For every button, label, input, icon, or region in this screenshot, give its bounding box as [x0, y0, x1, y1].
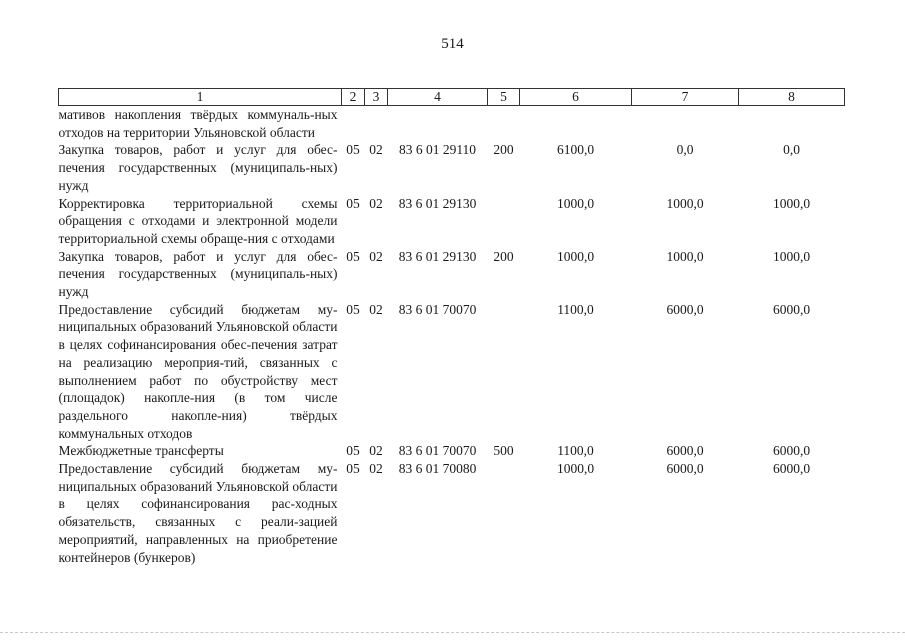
expense-type-cell: 200 — [493, 248, 514, 264]
item-name-cell: Межбюджетные трансферты — [58, 443, 224, 459]
subsection-code-cell: 02 — [369, 301, 383, 317]
amount-col7-cell: 6000,0 — [666, 301, 704, 317]
table-row — [59, 141, 845, 194]
table-row — [59, 442, 845, 460]
scan-edge-line — [0, 632, 905, 634]
header-row — [59, 89, 845, 106]
amount-col8-cell: 1000,0 — [772, 248, 811, 264]
expense-type-cell — [488, 460, 520, 566]
target-article-cell: 83 6 01 29130 — [398, 248, 477, 264]
amount-col7-cell: 1000,0 — [666, 248, 704, 264]
target-article-cell: 83 6 01 70070 — [398, 301, 477, 317]
item-name-cell: Закупка товаров, работ и услуг для обес-печения государственных (муниципаль-ных) нужд — [58, 142, 338, 193]
section-code-cell: 05 — [346, 443, 360, 459]
amount-col8-cell: 6000,0 — [772, 443, 811, 459]
subsection-code-cell: 02 — [369, 142, 383, 158]
table-row — [59, 195, 845, 248]
expense-type-cell — [488, 106, 520, 142]
amount-col7-cell — [632, 106, 739, 142]
amount-col6-cell: 6100,0 — [556, 142, 595, 158]
item-name-cell: Закупка товаров, работ и услуг для обес-печения государственных (муниципаль-ных) нужд — [58, 248, 338, 300]
column-header: 7 — [632, 89, 739, 106]
table-row — [59, 106, 845, 142]
table-row — [59, 301, 845, 443]
subsection-code-cell — [365, 106, 388, 142]
section-code-cell: 05 — [346, 142, 360, 158]
amount-col8-cell: 6000,0 — [772, 301, 811, 317]
subsection-code-cell: 02 — [369, 248, 383, 264]
target-article-cell: 83 6 01 29130 — [398, 195, 477, 211]
target-article-cell — [388, 106, 488, 142]
amount-col7-cell: 1000,0 — [666, 195, 704, 211]
amount-col8-cell — [739, 106, 845, 142]
budget-table — [58, 88, 845, 566]
table-body — [59, 106, 845, 567]
amount-col6-cell: 1100,0 — [557, 301, 594, 317]
amount-col6-cell: 1000,0 — [556, 195, 595, 211]
amount-col8-cell: 1000,0 — [772, 195, 811, 211]
section-code-cell: 05 — [346, 461, 360, 477]
amount-col6-cell: 1000,0 — [556, 248, 595, 264]
column-header: 3 — [365, 89, 388, 106]
item-name-cell: Предоставление субсидий бюджетам му-ниципальных образований Ульяновской области в целях софинансирования обес-печения затрат на реализацию мероприя-тий, связанных с выполнением работ по обустройству мест (площадок) накопле-ния (в том числе раздельного накопле-ния) твёрдых коммунальных отходов — [58, 301, 338, 441]
table-row — [59, 248, 845, 301]
expense-type-cell: 200 — [493, 142, 514, 158]
item-name-cell: мативов накопления твёрдых коммуналь-ных отходов на территории Ульяновской области — [58, 107, 338, 140]
expense-type-cell — [488, 195, 520, 248]
table-row — [59, 460, 845, 566]
target-article-cell: 83 6 01 70080 — [398, 461, 477, 477]
column-header: 4 — [388, 89, 488, 106]
column-header: 5 — [488, 89, 520, 106]
subsection-code-cell: 02 — [369, 443, 383, 459]
amount-col8-cell: 0,0 — [783, 142, 800, 158]
amount-col7-cell: 0,0 — [676, 142, 694, 158]
subsection-code-cell: 02 — [369, 461, 383, 477]
amount-col7-cell: 6000,0 — [666, 443, 704, 459]
column-header: 2 — [342, 89, 365, 106]
section-code-cell: 05 — [346, 248, 360, 264]
item-name-cell: Предоставление субсидий бюджетам му-ниципальных образований Ульяновской области в целях софинансирования рас-ходных обязательств, связанных с реали-зацией мероприятий, направленных на приобретение контейнеров (бункеров) — [58, 461, 338, 565]
amount-col6-cell: 1000,0 — [556, 461, 595, 477]
target-article-cell: 83 6 01 70070 — [398, 443, 477, 459]
section-code-cell: 05 — [346, 195, 360, 211]
target-article-cell: 83 6 01 29110 — [398, 142, 477, 158]
column-header: 6 — [520, 89, 632, 106]
page-number: 514 — [441, 36, 464, 52]
expense-type-cell: 500 — [493, 443, 514, 459]
section-code-cell — [342, 106, 365, 142]
amount-col6-cell: 1100,0 — [557, 443, 594, 459]
expense-type-cell — [488, 301, 520, 443]
item-name-cell: Корректировка территориальной схемы обращения с отходами и электронной модели территориальной схемы обраще-ния с отходами — [58, 195, 338, 246]
subsection-code-cell: 02 — [369, 195, 383, 211]
amount-col6-cell — [520, 106, 632, 142]
section-code-cell: 05 — [346, 301, 360, 317]
amount-col7-cell: 6000,0 — [666, 461, 704, 477]
column-header: 8 — [739, 89, 845, 106]
amount-col8-cell: 6000,0 — [772, 461, 811, 477]
column-header: 1 — [59, 89, 342, 106]
